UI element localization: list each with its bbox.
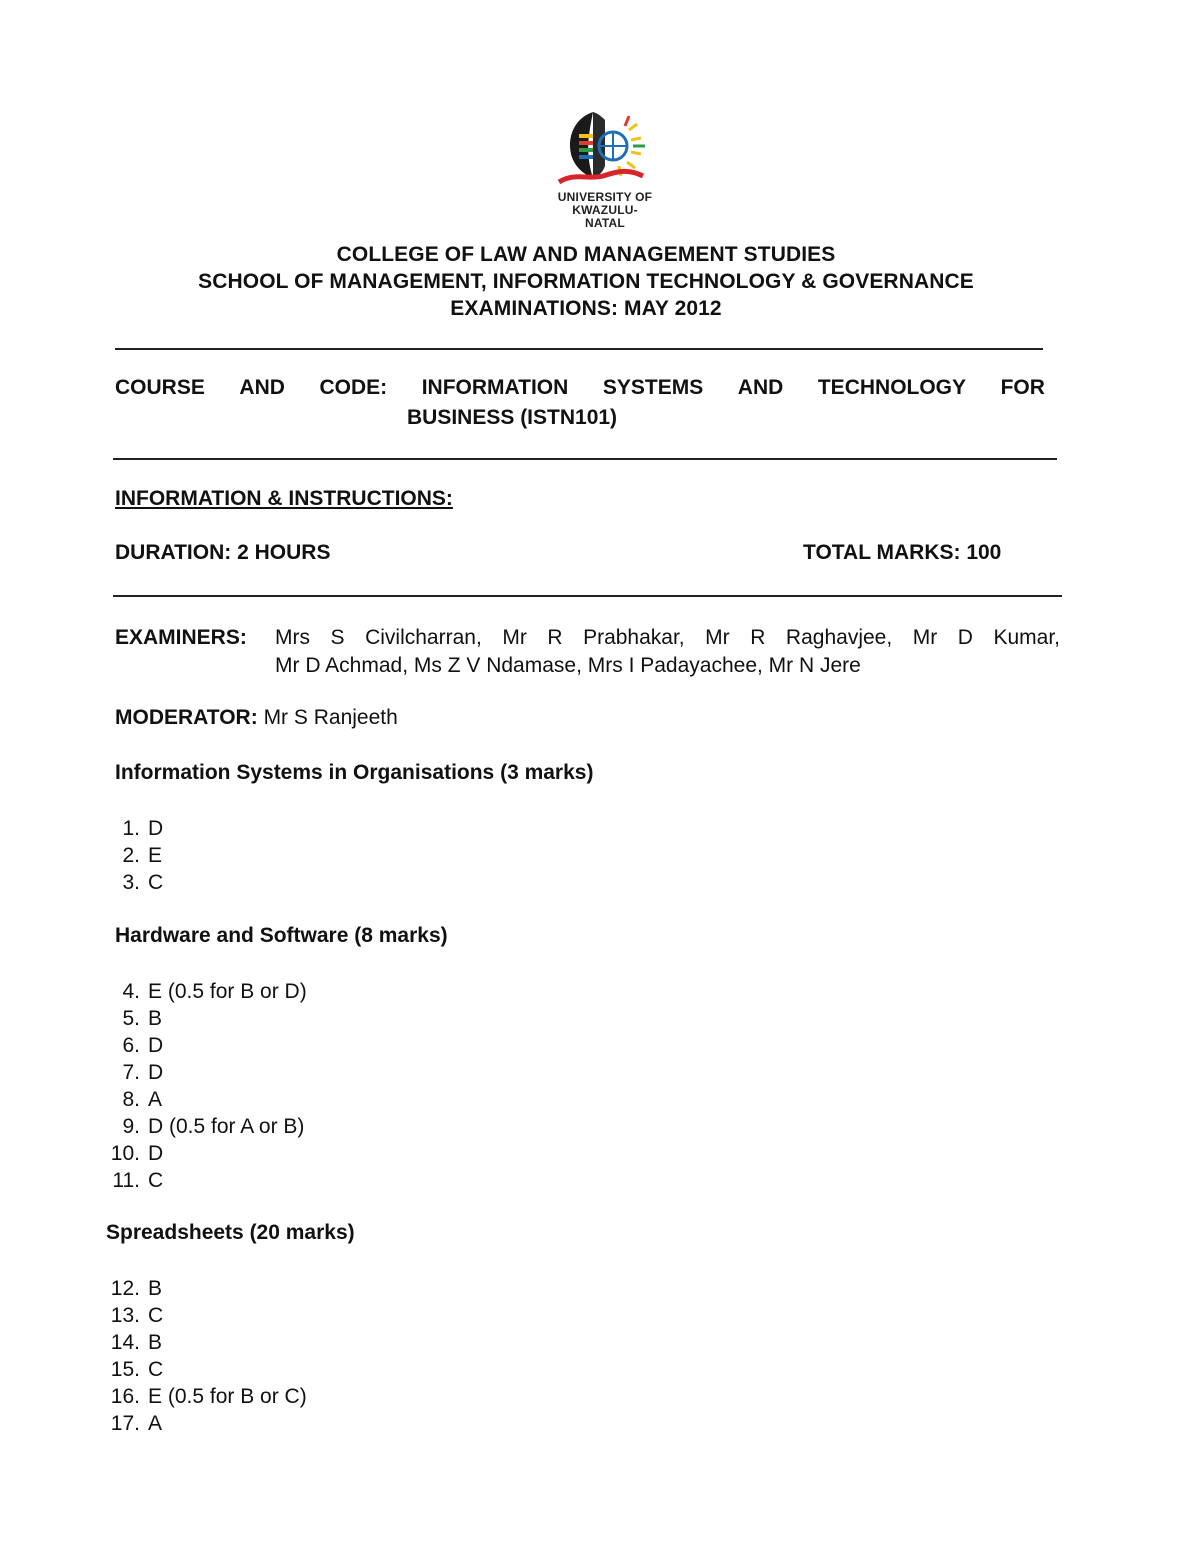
section-title: Spreadsheets (20 marks) <box>106 1221 355 1244</box>
answer-number: 10. <box>110 1142 140 1165</box>
list-item <box>106 1302 307 1329</box>
answer-value: C <box>148 871 164 894</box>
section-title: Information Systems in Organisations (3 marks) <box>115 761 594 784</box>
list-item <box>106 1275 307 1302</box>
answer-number: 11. <box>112 1169 140 1192</box>
answer-list <box>106 1275 307 1437</box>
ukzn-crest-icon <box>555 106 655 186</box>
logo-caption-line-2: KWAZULU-NATAL <box>572 203 638 230</box>
examiners-line-2: Mr D Achmad, Ms Z V Ndamase, Mrs I Padayachee, Mr N Jere <box>275 654 861 677</box>
answer-value: E (0.5 for B or C) <box>148 1385 307 1408</box>
answer-number: 17. <box>110 1412 140 1435</box>
course-word: AND <box>737 376 784 399</box>
list-item <box>106 815 163 842</box>
answer-value: A <box>148 1088 163 1111</box>
answer-value: D (0.5 for A or B) <box>148 1115 305 1138</box>
school-title: SCHOOL OF MANAGEMENT, INFORMATION TECHNOLOGY & GOVERNANCE <box>198 270 974 293</box>
answer-number: 6. <box>122 1034 140 1057</box>
answer-value: D <box>148 817 164 840</box>
divider <box>113 595 1062 597</box>
answer-number: 1. <box>122 817 140 840</box>
list-item <box>106 1410 307 1437</box>
answer-value: D <box>148 1061 164 1084</box>
list-item <box>106 1086 307 1113</box>
answer-value: B <box>148 1007 163 1030</box>
list-item <box>106 1032 307 1059</box>
university-logo <box>555 106 655 230</box>
answer-number: 2. <box>122 844 140 867</box>
list-item <box>106 1329 307 1356</box>
moderator-row <box>115 706 398 730</box>
answer-list <box>106 815 163 896</box>
course-word: INFORMATION <box>421 376 569 399</box>
answer-value: C <box>148 1169 164 1192</box>
answer-value: A <box>148 1412 163 1435</box>
logo-caption-line-1: UNIVERSITY OF <box>557 190 653 204</box>
answer-number: 9. <box>122 1115 140 1138</box>
answer-number: 13. <box>110 1304 140 1327</box>
course-word: AND <box>239 376 285 399</box>
divider <box>115 348 1043 350</box>
course-line-1 <box>115 376 1045 400</box>
course-word: CODE: <box>319 376 388 399</box>
answer-value: C <box>148 1358 164 1381</box>
list-item <box>106 1383 307 1410</box>
college-title: COLLEGE OF LAW AND MANAGEMENT STUDIES <box>336 243 836 266</box>
list-item <box>106 978 307 1005</box>
answer-value: B <box>148 1277 163 1300</box>
course-word: TECHNOLOGY <box>817 376 967 399</box>
examiners-block <box>115 626 1060 650</box>
answer-list <box>106 978 307 1194</box>
answer-value: C <box>148 1304 164 1327</box>
answer-number: 15. <box>110 1358 140 1381</box>
duration: DURATION: 2 HOURS <box>115 541 331 564</box>
answer-number: 3. <box>122 871 140 894</box>
list-item <box>106 1167 307 1194</box>
course-line-2: BUSINESS (ISTN101) <box>407 406 618 429</box>
list-item <box>106 1113 307 1140</box>
answer-number: 5. <box>122 1007 140 1030</box>
answer-number: 16. <box>110 1385 140 1408</box>
list-item <box>106 1059 307 1086</box>
course-word: COURSE <box>115 376 205 399</box>
answer-value: E (0.5 for B or D) <box>148 980 307 1003</box>
examiners-label: EXAMINERS: <box>115 626 247 649</box>
info-heading: INFORMATION & INSTRUCTIONS: <box>115 487 453 510</box>
answer-number: 14. <box>110 1331 140 1354</box>
answer-number: 7. <box>122 1061 140 1084</box>
answer-value: E <box>148 844 163 867</box>
moderator-label: MODERATOR: <box>115 706 258 729</box>
moderator-value: Mr S Ranjeeth <box>263 706 398 729</box>
exam-title: EXAMINATIONS: MAY 2012 <box>450 297 722 320</box>
section-title: Hardware and Software (8 marks) <box>115 924 448 947</box>
list-item <box>106 869 163 896</box>
list-item <box>106 842 163 869</box>
answer-number: 12. <box>110 1277 140 1300</box>
list-item <box>106 1140 307 1167</box>
answer-value: D <box>148 1142 164 1165</box>
list-item <box>106 1005 307 1032</box>
examiners-line-1: Mrs S Civilcharran, Mr R Prabhakar, Mr R Raghavjee, Mr D Kumar, <box>275 626 1060 649</box>
answer-value: B <box>148 1331 163 1354</box>
divider <box>113 458 1057 460</box>
course-word: FOR <box>1000 376 1045 399</box>
answer-number: 4. <box>122 980 140 1003</box>
total-marks: TOTAL MARKS: 100 <box>803 541 1002 564</box>
list-item <box>106 1356 307 1383</box>
answer-number: 8. <box>122 1088 140 1111</box>
course-word: SYSTEMS <box>602 376 704 399</box>
answer-value: D <box>148 1034 164 1057</box>
